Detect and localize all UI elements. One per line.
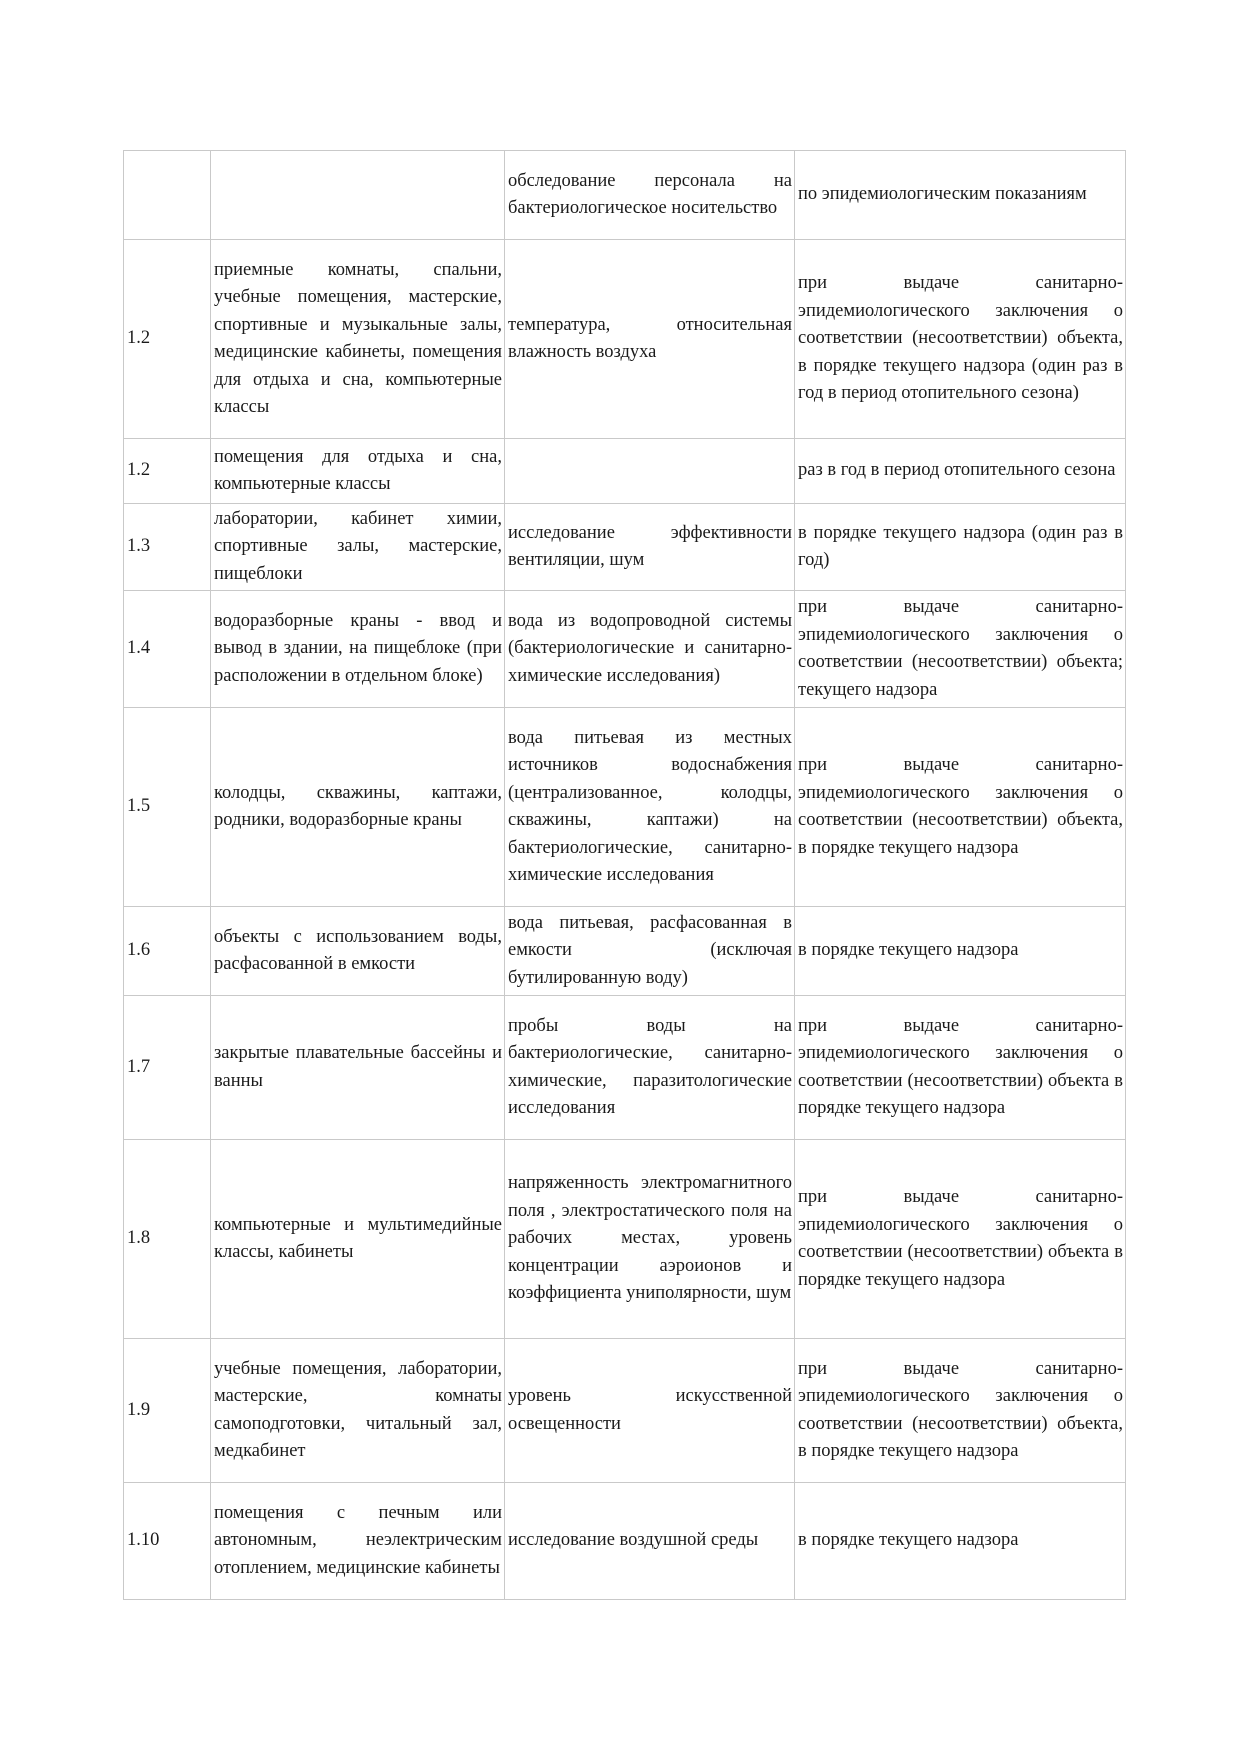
- factor-cell: пробы воды на бактериологические, санитарно-химические, паразитологические исследования: [505, 996, 795, 1140]
- factor-cell: исследование воздушной среды: [505, 1483, 795, 1600]
- table-row: [124, 907, 1126, 996]
- frequency-cell: раз в год в период отопительного сезона: [795, 439, 1126, 504]
- object-cell: водоразборные краны - ввод и вывод в здании, на пищеблоке (при расположении в отдельном блоке): [211, 591, 505, 708]
- table-row: [124, 591, 1126, 708]
- row-number: 1.2: [124, 240, 211, 439]
- row-number: 1.5: [124, 708, 211, 907]
- factor-cell: вода питьевая, расфасованная в емкости (исключая бутилированную воду): [505, 907, 795, 996]
- factor-cell: вода из водопроводной системы (бактериологические и санитарно-химические исследования): [505, 591, 795, 708]
- table-row: [124, 708, 1126, 907]
- frequency-cell: при выдаче санитарно-эпидемиологического заключения о соответствии (несоответствии) объекта; текущего надзора: [795, 591, 1126, 708]
- row-number: 1.4: [124, 591, 211, 708]
- frequency-cell: в порядке текущего надзора: [795, 1483, 1126, 1600]
- object-cell: объекты с использованием воды, расфасованной в емкости: [211, 907, 505, 996]
- table-row: [124, 1339, 1126, 1483]
- row-number: 1.2: [124, 439, 211, 504]
- factor-cell: исследование эффективности вентиляции, шум: [505, 504, 795, 591]
- factor-cell: уровень искусственной освещенности: [505, 1339, 795, 1483]
- row-number: 1.3: [124, 504, 211, 591]
- factor-cell: обследование персонала на бактериологическое носительство: [505, 151, 795, 240]
- frequency-cell: в порядке текущего надзора: [795, 907, 1126, 996]
- frequency-cell: по эпидемиологическим показаниям: [795, 151, 1126, 240]
- row-number: 1.10: [124, 1483, 211, 1600]
- table-row: [124, 996, 1126, 1140]
- table-row: [124, 1140, 1126, 1339]
- object-cell: колодцы, скважины, каптажи, родники, водоразборные краны: [211, 708, 505, 907]
- object-cell: лаборатории, кабинет химии, спортивные залы, мастерские, пищеблоки: [211, 504, 505, 591]
- frequency-cell: при выдаче санитарно-эпидемиологического заключения о соответствии (несоответствии) объекта, в порядке текущего надзора: [795, 1339, 1126, 1483]
- table-row: [124, 240, 1126, 439]
- row-number: 1.9: [124, 1339, 211, 1483]
- table-row: [124, 1483, 1126, 1600]
- factor-cell: напряженность электромагнитного поля , электростатического поля на рабочих местах, уровень концентрации аэроионов и коэффициента униполярности, шум: [505, 1140, 795, 1339]
- object-cell: учебные помещения, лаборатории, мастерские, комнаты самоподготовки, читальный зал, медкабинет: [211, 1339, 505, 1483]
- object-cell: приемные комнаты, спальни, учебные помещения, мастерские, спортивные и музыкальные залы, медицинские кабинеты, помещения для отдыха и сна, компьютерные классы: [211, 240, 505, 439]
- table-row: [124, 504, 1126, 591]
- object-cell: помещения для отдыха и сна, компьютерные классы: [211, 439, 505, 504]
- object-cell: закрытые плавательные бассейны и ванны: [211, 996, 505, 1140]
- frequency-cell: при выдаче санитарно-эпидемиологического заключения о соответствии (несоответствии) объекта, в порядке текущего надзора (один раз в год в период отопительного сезона): [795, 240, 1126, 439]
- object-cell: [211, 151, 505, 240]
- row-number: [124, 151, 211, 240]
- frequency-cell: при выдаче санитарно-эпидемиологического заключения о соответствии (несоответствии) объекта, в порядке текущего надзора: [795, 708, 1126, 907]
- row-number: 1.8: [124, 1140, 211, 1339]
- frequency-cell: в порядке текущего надзора (один раз в год): [795, 504, 1126, 591]
- factor-cell: вода питьевая из местных источников водоснабжения (централизованное, колодцы, скважины, каптажи) на бактериологические, санитарно-химические исследования: [505, 708, 795, 907]
- object-cell: помещения с печным или автономным, неэлектрическим отоплением, медицинские кабинеты: [211, 1483, 505, 1600]
- table-row: [124, 439, 1126, 504]
- factor-cell: температура, относительная влажность воздуха: [505, 240, 795, 439]
- row-number: 1.6: [124, 907, 211, 996]
- frequency-cell: при выдаче санитарно-эпидемиологического заключения о соответствии (несоответствии) объекта в порядке текущего надзора: [795, 1140, 1126, 1339]
- factor-cell: [505, 439, 795, 504]
- object-cell: компьютерные и мультимедийные классы, кабинеты: [211, 1140, 505, 1339]
- table-row: [124, 151, 1126, 240]
- row-number: 1.7: [124, 996, 211, 1140]
- monitoring-table: [123, 150, 1126, 1600]
- frequency-cell: при выдаче санитарно-эпидемиологического заключения о соответствии (несоответствии) объекта в порядке текущего надзора: [795, 996, 1126, 1140]
